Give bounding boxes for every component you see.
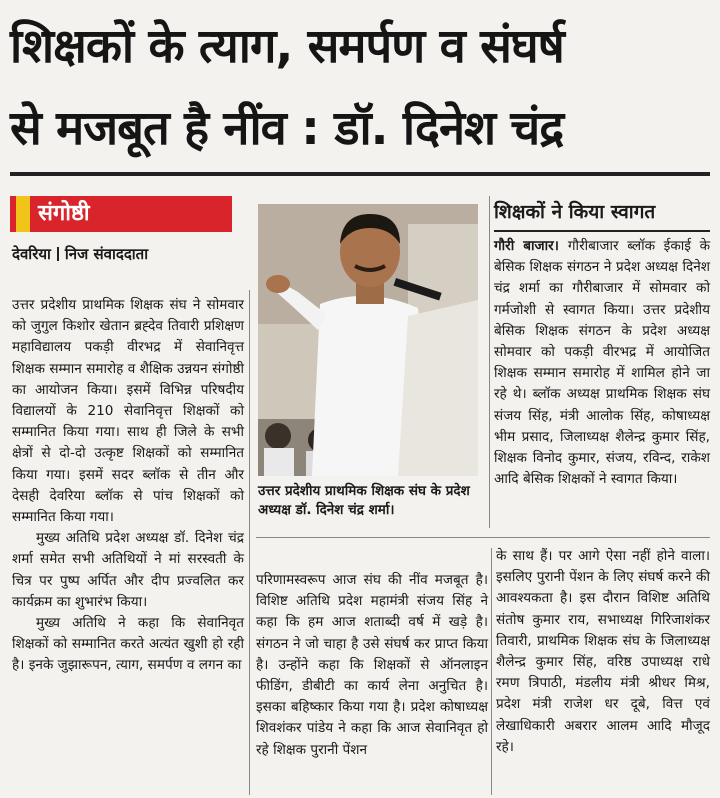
tag-label: संगोष्ठी [38,201,90,226]
paragraph-2: मुख्य अतिथि प्रदेश अध्यक्ष डॉ. दिनेश चंद्र शर्मा समेत सभी अतिथियों ने मां सरस्वती के चित्र पर पुष्प अर्पित और दीप प्रज्वलित कर कार्यक्रम का शुभारंभ किया। [12,530,244,610]
sidebar-body-paragraph: गौरी बाजार। गौरीबाजार ब्लॉक ईकाई के बेसिक शिक्षक संगठन ने प्रदेश अध्यक्ष दिनेश चंद्र शर्मा का गौरीबाजार में सोमवार को गर्मजोशी से स्वागत किया। उत्तर प्रदेशीय बेसिक शिक्षक संगठन के प्रदेश अध्यक्ष सोमवार को पकड़ी वीरभद्र में आयोजित शिक्षक सम्मान समारोह में शामिल होने जा रहे थे। ब्लॉक अध्यक्ष प्राथमिक शिक्षक संघ संजय सिंह, मंत्री आलोक सिंह, कोषाध्यक्ष भीम प्रसाद, जिलाध्यक्ष शैलेन्द्र कुमार सिंह, शिक्षक विनोद कुमार, संजय, रविन्द, राकेश आदि बेसिक शिक्षकों ने स्वागत किया। [494,238,711,488]
dateline [12,244,148,264]
article-column-right: के साथ हैं। पर आगे ऐसा नहीं होने वाला। इसलिए पुरानी पेंशन के लिए संघर्ष करने की आवश्यकता है। इस दौरान विशिष्ट अतिथि संतोष कुमार राय, सभाध्यक्ष गिरिजाशंकर तिवारी, प्राथमिक शिक्षक संघ के जिलाध्यक्ष शैलेन्द्र कुमार सिंह, वरिष्ठ उपाध्यक्ष राधे रमण त्रिपाठी, मंडलीय मंत्री श्रीधर मिश्र, प्रदेश मंत्री राजेश धर दूबे, वित्त एवं लेखाधिकारी अबरार आलम आदि मौजूद रहे। [496,548,710,755]
headline-rule [10,172,710,176]
speaker-photo [258,204,478,476]
section-tag [10,196,232,232]
sidebar-body: गौरीबाजार ब्लॉक ईकाई के बेसिक शिक्षक संगठन ने प्रदेश अध्यक्ष दिनेश चंद्र शर्मा का गौरीबाजार में सोमवार को गर्मजोशी से स्वागत किया। उत्तर प्रदेशीय बेसिक शिक्षक संगठन के प्रदेश अध्यक्ष सोमवार को पकड़ी वीरभद्र में आयोजित शिक्षक सम्मान समारोह में शामिल होने जा रहे थे। ब्लॉक अध्यक्ष प्राथमिक शिक्षक संघ संजय सिंह, मंत्री आलोक सिंह, कोषाध्यक्ष भीम प्रसाद, जिलाध्यक्ष शैलेन्द्र कुमार सिंह, शिक्षक विनोद कुमार, संजय, रविन्द, राकेश आदि बेसिक शिक्षकों ने स्वागत किया। [494,238,711,488]
tag-accent-bar [16,196,30,232]
headline [10,6,710,170]
lower-section-rule [256,537,710,538]
speaker-photo-illustration [258,204,478,476]
column-divider-1 [249,290,250,795]
dateline-place: देवरिया [12,245,51,263]
paragraph-1: उत्तर प्रदेशीय प्राथमिक शिक्षक संघ ने सोमवार को जुगुल किशोर खेतान ब्रह्देव तिवारी प्रशिक्षण महाविद्यालय पकड़ी वीरभद्र में सेवानिवृत्त शिक्षक सम्मान समारोह व शैक्षिक उन्नयन संगोष्ठी का आयोजन किया। इसमें विभिन्न परिषदीय विद्यालयों के 210 सेवानिवृत्त शिक्षकों को सम्मानित किया गया। साथ ही जिले के सभी क्षेत्रों से दो-दो उत्कृष्ट शिक्षकों को सम्मानित किया गया। इसमें सदर ब्लॉक से तीन और देसही देवरिया ब्लॉक से पांच शिक्षकों को सम्मानित किया गया। [12,297,244,526]
headline-line-2: से मजबूत है नींव : डॉ. दिनेश चंद्र [10,101,564,156]
paragraph-3: मुख्य अतिथि ने कहा कि सेवानिवृत शिक्षकों को सम्मानित करते अत्यंत खुशी हो रही है। इनके जुझारूपन, त्याग, समर्पण व लगन का [12,615,244,674]
column-divider-2 [491,548,492,795]
sidebar-heading: शिक्षकों ने किया स्वागत [494,201,656,223]
sidebar-welcome-box [494,196,710,490]
article-column-left [12,295,244,677]
photo-caption: उत्तर प्रदेशीय प्राथमिक शिक्षक संघ के प्रदेश अध्यक्ष डॉ. दिनेश चंद्र शर्मा। [258,483,470,518]
sidebar-divider [489,196,490,528]
dateline-reporter: निज संवाददाता [64,245,149,263]
article-column-middle: परिणामस्वरूप आज संघ की नींव मजबूत है। विशिष्ट अतिथि प्रदेश महामंत्री संजय सिंह ने कहा कि हम आज शताब्दी वर्ष में खड़े है। संगठन ने जो चाहा है उसे संघर्ष कर प्राप्त किया है। उन्होंने कहा कि शिक्षकों से ऑनलाइन फीडिंग, डीबीटी का कार्य लेना अनुचित है। इसका बहिष्कार किया गया है। प्रदेश कोषाध्यक्ष शिवशंकर पांडेय ने कहा कि आज सेवानिवृत हो रहे शिक्षक पुरानी पेंशन [256,572,488,758]
headline-line-1: शिक्षकों के त्याग, समर्पण व संघर्ष [10,19,564,74]
sidebar-lead: गौरी बाजार [494,238,554,254]
dateline-separator [57,247,59,261]
sidebar-heading-rule [494,230,710,232]
